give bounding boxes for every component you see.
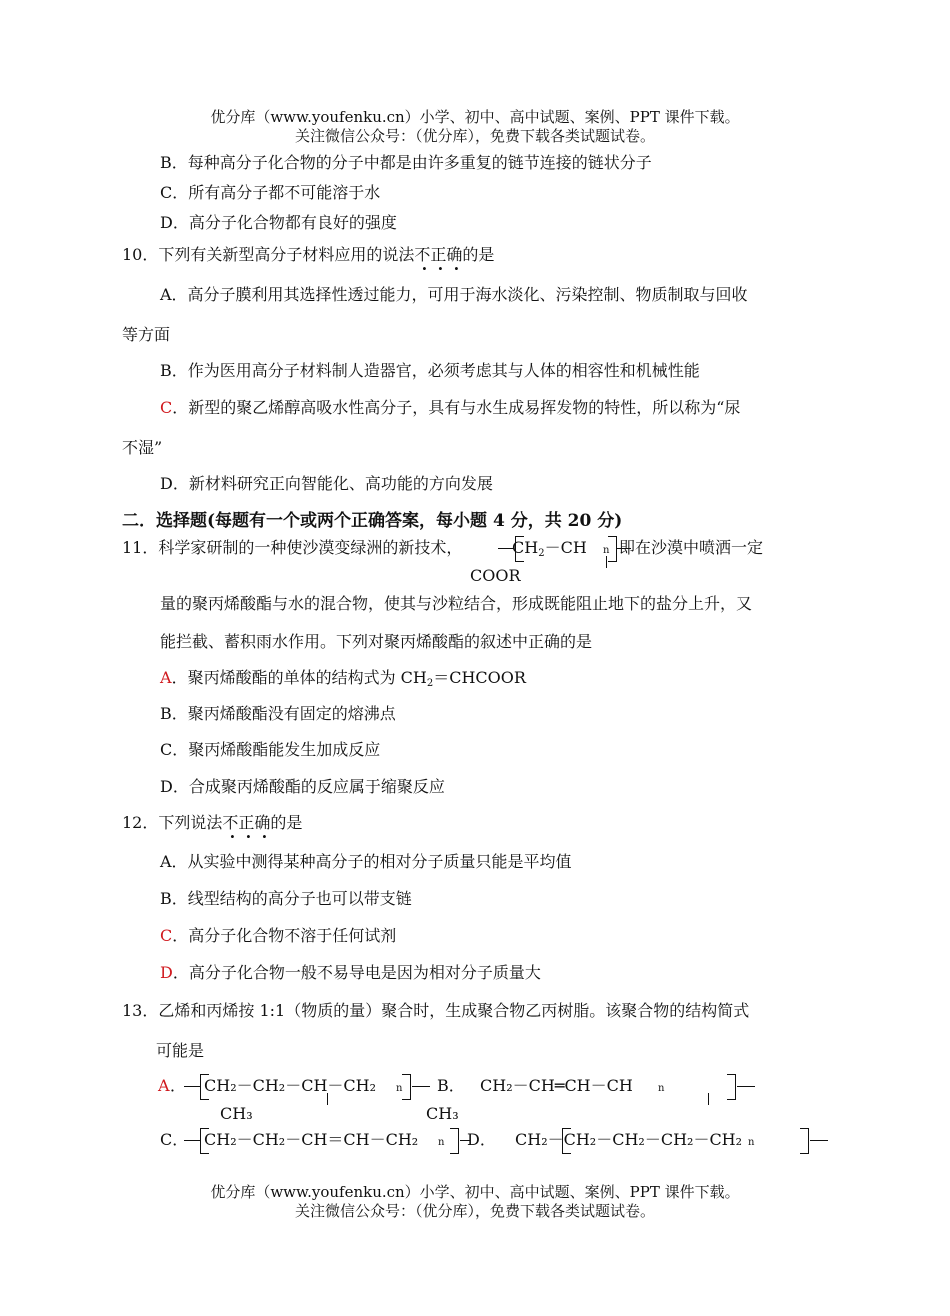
q11-stem-line2: 量的聚丙烯酸酯与水的混合物，使其与沙粒结合，形成既能阻止地下的盐分上升，又	[160, 594, 753, 613]
q11-stem-line3: 能拦截、蓄积雨水作用。下列对聚丙烯酸酯的叙述中正确的是	[160, 632, 593, 651]
q13-b-n: n	[658, 1083, 665, 1094]
q11-option-a: A．聚丙烯酸酯的单体的结构式为 $CH_2=CHCOOR$	[160, 668, 526, 689]
q13-option-b-branch: CH₃	[426, 1104, 459, 1123]
q13-option-b-formula: CH₂－CH═CH－CH	[480, 1076, 633, 1095]
q9-option-b: B．每种高分子化合物的分子中都是由许多重复的链节连接的链状分子	[160, 153, 652, 172]
q11-branch-bond	[606, 556, 607, 568]
q12-emphasis-1: 不	[222, 813, 239, 832]
q10-stem-pre: 10．下列有关新型高分子材料应用的说法	[122, 245, 415, 264]
q9-option-c: C．所有高分子都不可能溶于水	[160, 183, 381, 202]
q10-option-c-label: C	[160, 398, 173, 417]
q11-option-a-label: A	[160, 668, 172, 687]
q11-stem-post: 即在沙漠中喷洒一定	[619, 538, 764, 557]
q11-option-b: B．聚丙烯酸酯没有固定的熔沸点	[160, 704, 396, 723]
q13-option-d-formula: CH₂－CH₂－CH₂－CH₂－CH₂	[515, 1130, 743, 1149]
q10-option-d: D．新材料研究正向智能化、高功能的方向发展	[160, 474, 493, 493]
q10-emphasis-2: 正	[430, 245, 447, 264]
q13-option-d-label: D．	[467, 1130, 496, 1149]
q13-stem-line2: 可能是	[156, 1041, 205, 1060]
q10-option-c-line2: 不湿”	[122, 438, 163, 457]
q10-emphasis-3: 确	[446, 245, 463, 264]
q12-option-d: D．高分子化合物一般不易导电是因为相对分子质量大	[160, 963, 541, 982]
q13-c-bond-left	[184, 1140, 200, 1141]
q13-option-c-label: C．	[160, 1130, 189, 1149]
q13-d-bond-right	[810, 1140, 828, 1141]
q12-option-b: B．线型结构的高分子也可以带支链	[160, 889, 412, 908]
q11-stem-pre: 11．科学家研制的一种使沙漠变绿洲的新技术，	[122, 538, 463, 557]
q12-emphasis-3: 确	[254, 813, 271, 832]
q13-a-bond-right	[412, 1086, 430, 1087]
q13-c-n: n	[438, 1137, 445, 1148]
footer-line-1: 优分库（www.youfenku.cn）小学、初中、高中试题、案例、PPT 课件下载。	[210, 1183, 740, 1201]
q13-c-bracket-right	[450, 1128, 459, 1154]
q11-subscript-n: n	[603, 545, 610, 556]
q10-option-a-line1: A．高分子膜利用其选择性透过能力，可用于海水淡化、污染控制、物质制取与回收	[160, 285, 748, 304]
q13-b-branch-bond	[708, 1093, 709, 1105]
q13-option-c-formula: CH₂－CH₂－CH＝CH－CH₂	[204, 1130, 419, 1149]
q10-option-c-text: ．新型的聚乙烯醇高吸水性高分子，具有与水生成易挥发物的特性，所以称为“尿	[172, 398, 741, 417]
q12-option-c: C．高分子化合物不溶于任何试剂	[160, 926, 397, 945]
q13-option-a-branch: CH₃	[220, 1104, 253, 1123]
q11-branch: COOR	[470, 566, 521, 585]
q13-option-a-formula: CH₂－CH₂－CH－CH₂	[204, 1076, 377, 1095]
q13-d-n: n	[748, 1137, 755, 1148]
q10-stem-post: 的是	[462, 245, 495, 264]
q12-option-a: A．从实验中测得某种高分子的相对分子质量只能是平均值	[160, 852, 572, 871]
q13-b-bond-right	[737, 1086, 755, 1087]
q11-formula: $CH_2-CH$	[512, 538, 587, 559]
section-2-title: 二．选择题(每题有一个或两个正确答案，每小题 4 分，共 20 分)	[122, 511, 623, 531]
q13-option-a-label: A	[158, 1076, 170, 1095]
q9-option-d: D．高分子化合物都有良好的强度	[160, 213, 397, 232]
q13-a-bond-left	[184, 1086, 200, 1087]
q10-option-b: B．作为医用高分子材料制人造器官，必须考虑其与人体的相容性和机械性能	[160, 361, 700, 380]
q10-emphasis-1: 不	[414, 245, 431, 264]
q11-option-d: D．合成聚丙烯酸酯的反应属于缩聚反应	[160, 777, 445, 796]
q10-stem	[122, 245, 494, 265]
q10-option-c-line1	[160, 398, 740, 418]
q13-stem-line1: 13．乙烯和丙烯按 1:1（物质的量）聚合时，生成聚合物乙丙树脂。该聚合物的结构简式	[122, 1001, 750, 1020]
q12-stem: 12．下列说法不正确的是	[122, 813, 303, 832]
q13-d-bracket-right	[800, 1128, 809, 1154]
header-line-2: 关注微信公众号：（优分库），免费下载各类试题试卷。	[294, 127, 655, 145]
footer-line-2: 关注微信公众号：（优分库），免费下载各类试题试卷。	[294, 1202, 655, 1220]
q13-option-b-label: B．	[437, 1076, 465, 1095]
q13-a-branch-bond	[327, 1093, 328, 1105]
q12-emphasis-2: 正	[238, 813, 255, 832]
q10-option-a-line2: 等方面	[122, 325, 171, 344]
q13-a-bracket-right	[402, 1074, 411, 1100]
q13-b-bracket-right	[727, 1074, 736, 1100]
q13-d-bracket-left	[562, 1128, 571, 1154]
q11-option-c: C．聚丙烯酸酯能发生加成反应	[160, 740, 381, 759]
q13-a-n: n	[396, 1083, 403, 1094]
header-line-1: 优分库（www.youfenku.cn）小学、初中、高中试题、案例、PPT 课件下载。	[210, 108, 740, 126]
q13-option-a-dot: ．	[170, 1076, 187, 1095]
